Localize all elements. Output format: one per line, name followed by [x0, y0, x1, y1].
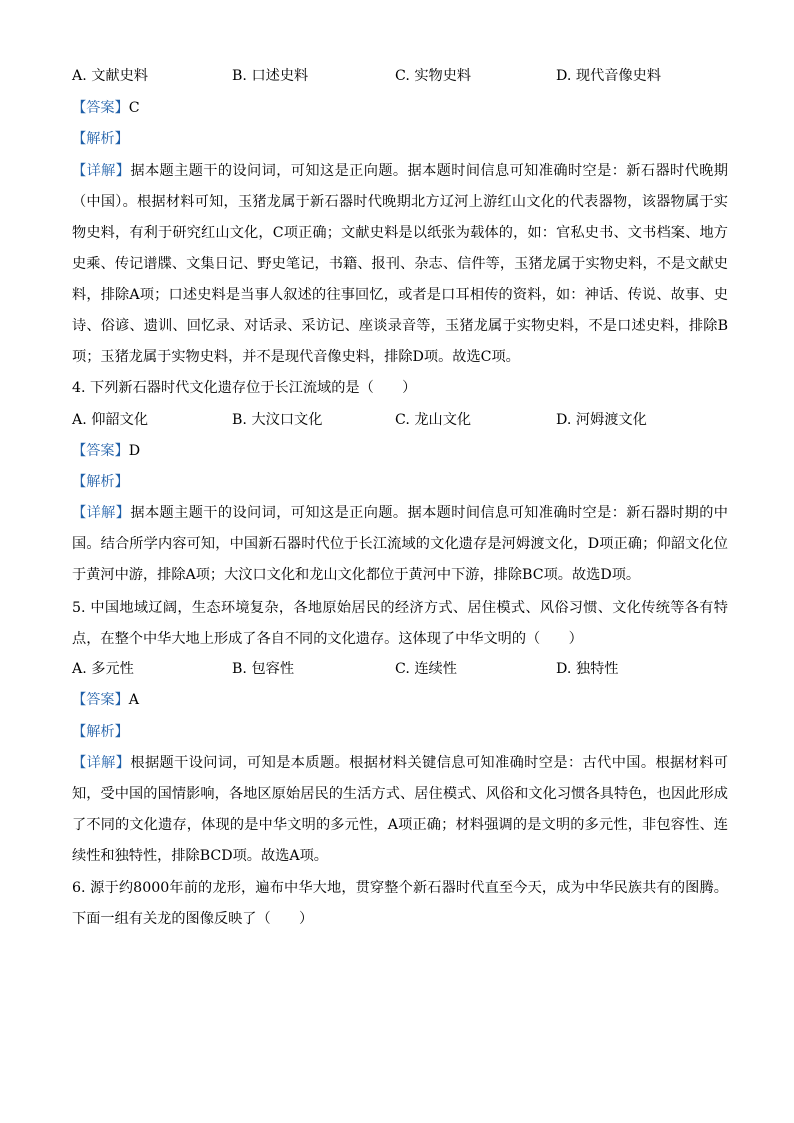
q4-analysis-heading	[72, 472, 129, 492]
q5-stem: 5. 中国地域辽阔，生态环境复杂，各地原始居民的经济方式、居住模式、风俗习惯、文化传统等各有特点，在整个中华大地上形成了各自不同的文化遗存。这体现了中华文明的（ ）	[72, 600, 728, 647]
q3-option-c: C. 实物史料	[395, 68, 472, 84]
q5-option-d: D. 独特性	[556, 661, 619, 677]
q5-detail	[72, 748, 728, 872]
q5-analysis-heading	[72, 722, 129, 742]
analysis-tag: 【解析】	[72, 724, 129, 740]
q5-options	[72, 659, 732, 679]
q5-answer	[72, 690, 139, 710]
q4-option-c: C. 龙山文化	[395, 412, 472, 428]
answer-tag: 【答案】	[72, 692, 129, 708]
q3-detail	[72, 156, 728, 373]
q3-option-b: B. 口述史料	[232, 68, 309, 84]
detail-text: 根据题干设问词，可知是本质题。根据材料关键信息可知准确时空是：古代中国。根据材料可知，受中国的国情影响，各地区原始居民的生活方式、居住模式、风俗和文化习惯各具特色，也因此形成了不同的文化遗存，体现的是中华文明的多元性，A项正确；材料强调的是文明的多元性，非包容性、连续性和独特性，排除BCD项。故选A项。	[72, 755, 728, 864]
q3-answer	[72, 98, 140, 118]
q4-option-a: A. 仰韶文化	[72, 412, 149, 428]
q5-option-b: B. 包容性	[232, 661, 295, 677]
answer-tag: 【答案】	[72, 100, 129, 116]
q3-analysis-heading	[72, 129, 129, 149]
detail-tag: 【详解】	[72, 755, 131, 771]
answer-tag: 【答案】	[72, 443, 129, 459]
q4-detail	[72, 498, 728, 591]
q4-stem: 4. 下列新石器时代文化遗存位于长江流域的是（ ）	[72, 380, 417, 396]
q4-option-b: B. 大汶口文化	[232, 412, 323, 428]
detail-text: 据本题主题干的设问词，可知这是正向题。据本题时间信息可知准确时空是：新石器时期的中国。结合所学内容可知，中国新石器时代位于长江流域的文化遗存是河姆渡文化，D项正确；仰韶文化位于黄河中游，排除A项；大汶口文化和龙山文化都位于黄河中下游，排除BC项。故选D项。	[72, 505, 728, 583]
answer-value: C	[128, 100, 140, 116]
answer-value: D	[128, 443, 141, 459]
answer-value: A	[128, 692, 140, 708]
q6-stem: 6. 源于约8000年前的龙形，遍布中华大地，贯穿整个新石器时代直至今天，成为中华民族共有的图腾。下面一组有关龙的图像反映了（ ）	[72, 880, 728, 927]
q4-options	[72, 410, 732, 430]
detail-text: 据本题主题干的设问词，可知这是正向题。据本题时间信息可知准确时空是：新石器时代晚期（中国）。根据材料可知，玉猪龙属于新石器时代晚期北方辽河上游红山文化的代表器物，该器物属于实物史料，有利于研究红山文化，C项正确；文献史料是以纸张为载体的，如：官私史书、文书档案、地方史乘、传记谱牒、文集日记、野史笔记，书籍、报刊、杂志、信件等，玉猪龙属于实物史料，不是文献史料，排除A项；口述史料是当事人叙述的往事回忆，或者是口耳相传的资料，如：神话、传说、故事、史诗、俗谚、遗训、回忆录、对话录、采访记、座谈录音等，玉猪龙属于实物史料，不是口述史料，排除B项；玉猪龙属于实物史料，并不是现代音像史料，排除D项。故选C项。	[72, 163, 728, 365]
analysis-tag: 【解析】	[72, 131, 129, 147]
q4-option-d: D. 河姆渡文化	[556, 412, 647, 428]
analysis-tag: 【解析】	[72, 474, 129, 490]
q5-option-c: C. 连续性	[395, 661, 457, 677]
q3-option-a: A. 文献史料	[72, 68, 149, 84]
detail-tag: 【详解】	[72, 505, 131, 521]
q3-option-d: D. 现代音像史料	[556, 68, 662, 84]
detail-tag: 【详解】	[72, 163, 131, 179]
q5-option-a: A. 多元性	[72, 661, 134, 677]
q4-answer	[72, 441, 140, 461]
q3-options	[72, 66, 732, 86]
